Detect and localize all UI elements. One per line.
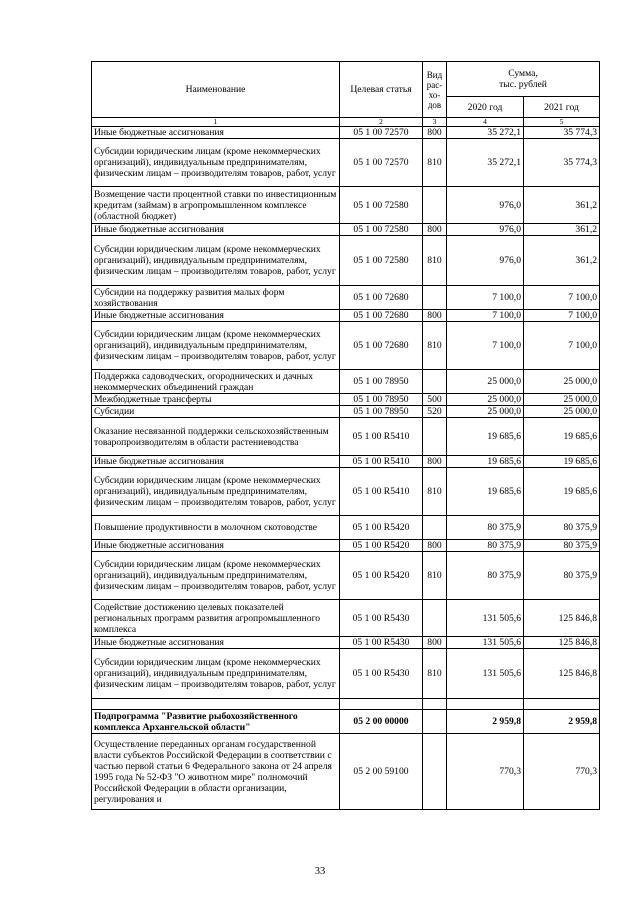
row-target-article: 05 1 00 R5420: [340, 516, 423, 540]
row-target-article: 05 1 00 72570: [340, 139, 423, 187]
row-sum-2020: 35 272,1: [447, 127, 524, 139]
table-row: [92, 322, 600, 370]
row-sum-2021: 19 685,6: [524, 468, 600, 516]
row-sum-2021: 125 846,8: [524, 637, 600, 649]
row-name: Содействие достижению целевых показателей региональных программ развития агропромышленного комплекса: [92, 600, 340, 637]
row-sum-2021: 7 100,0: [524, 322, 600, 370]
row-sum-2021: 80 375,9: [524, 552, 600, 600]
row-expense-type: 800: [423, 637, 447, 649]
row-sum-2021: 35 774,3: [524, 139, 600, 187]
row-name: Иные бюджетные ассигнования: [92, 637, 340, 649]
table-row: [92, 127, 600, 139]
row-sum-2021: 35 774,3: [524, 127, 600, 139]
row-sum-2020: 80 375,9: [447, 516, 524, 540]
column-index: 4: [447, 118, 524, 127]
row-name: Субсидии на поддержку развития малых форм хозяйствования: [92, 286, 340, 310]
row-expense-type: 810: [423, 649, 447, 699]
row-target-article: 05 1 00 72680: [340, 310, 423, 322]
row-sum-2020: 19 685,6: [447, 418, 524, 456]
row-target-article: 05 1 00 R5410: [340, 468, 423, 516]
row-sum-2021: 25 000,0: [524, 370, 600, 394]
row-target-article: 05 2 00 59100: [340, 734, 423, 810]
row-sum-2021: 25 000,0: [524, 406, 600, 418]
row-sum-2020: 80 375,9: [447, 552, 524, 600]
header-expense-type: Вид рас- хо- дов: [423, 62, 447, 118]
row-sum-2021: 7 100,0: [524, 286, 600, 310]
table-body: [92, 127, 600, 810]
row-name: Субсидии юридическим лицам (кроме некоммерческих организаций), индивидуальным предпринимателям, физическим лицам – производителям товаров, работ, услуг: [92, 468, 340, 516]
row-expense-type: 810: [423, 236, 447, 286]
row-sum-2020: 19 685,6: [447, 456, 524, 468]
row-sum-2021: 19 685,6: [524, 418, 600, 456]
row-sum-2020: 770,3: [447, 734, 524, 810]
row-name: Субсидии юридическим лицам (кроме некоммерческих организаций), индивидуальным предпринимателям, физическим лицам – производителям товаров, работ, услуг: [92, 552, 340, 600]
row-expense-type: 800: [423, 540, 447, 552]
row-target-article: 05 1 00 78950: [340, 370, 423, 394]
column-index: 5: [524, 118, 600, 127]
row-expense-type: 500: [423, 394, 447, 406]
table-row: [92, 406, 600, 418]
row-expense-type: [423, 370, 447, 394]
row-sum-2020: 976,0: [447, 187, 524, 224]
row-sum-2021: 770,3: [524, 734, 600, 810]
row-target-article: 05 1 00 R5420: [340, 552, 423, 600]
row-sum-2021: 25 000,0: [524, 394, 600, 406]
row-target-article: 05 1 00 R5430: [340, 637, 423, 649]
row-sum-2020: 25 000,0: [447, 370, 524, 394]
table-row: [92, 552, 600, 600]
row-sum-2020: 131 505,6: [447, 649, 524, 699]
row-sum-2021: 361,2: [524, 236, 600, 286]
table-row: [92, 187, 600, 224]
row-name: Субсидии: [92, 406, 340, 418]
row-target-article: 05 1 00 72580: [340, 187, 423, 224]
table-row: [92, 649, 600, 699]
row-expense-type: [423, 516, 447, 540]
row-name: Иные бюджетные ассигнования: [92, 127, 340, 139]
table-row: [92, 286, 600, 310]
header-year-2021: 2021 год: [524, 97, 600, 118]
budget-table: [91, 61, 600, 810]
row-sum-2021: 7 100,0: [524, 310, 600, 322]
row-sum-2020: 2 959,8: [447, 710, 524, 734]
row-name: Субсидии юридическим лицам (кроме некоммерческих организаций), индивидуальным предпринимателям, физическим лицам – производителям товаров, работ, услуг: [92, 139, 340, 187]
row-target-article: 05 1 00 78950: [340, 394, 423, 406]
header-sum: Сумма, тыс. рублей: [447, 62, 600, 97]
table-row: [92, 600, 600, 637]
row-expense-type: [423, 187, 447, 224]
column-index: 3: [423, 118, 447, 127]
empty-row: [92, 699, 600, 710]
row-target-article: 05 1 00 R5430: [340, 600, 423, 637]
row-target-article: 05 1 00 72570: [340, 127, 423, 139]
row-expense-type: 810: [423, 468, 447, 516]
row-name: Иные бюджетные ассигнования: [92, 310, 340, 322]
row-target-article: 05 1 00 R5410: [340, 418, 423, 456]
row-expense-type: 810: [423, 322, 447, 370]
table-row: [92, 224, 600, 236]
row-name: Осуществление переданных органам государственной власти субъектов Российской Федерации в соответствии с частью первой статьи 6 Федерального закона от 24 апреля 1995 года № 52-ФЗ "О животном мире" полномочий Российской Федерации в области организации, регулирования и: [92, 734, 340, 810]
header-target-article: Целевая статья: [340, 62, 423, 118]
row-expense-type: 800: [423, 127, 447, 139]
table-row: [92, 456, 600, 468]
row-target-article: 05 1 00 72580: [340, 236, 423, 286]
row-name: Субсидии юридическим лицам (кроме некоммерческих организаций), индивидуальным предпринимателям, физическим лицам – производителям товаров, работ, услуг: [92, 649, 340, 699]
row-sum-2021: 80 375,9: [524, 540, 600, 552]
row-name: Поддержка садоводческих, огороднических и дачных некоммерческих объединений граждан: [92, 370, 340, 394]
row-name: Повышение продуктивности в молочном скотоводстве: [92, 516, 340, 540]
row-target-article: 05 1 00 R5430: [340, 649, 423, 699]
row-sum-2020: 976,0: [447, 224, 524, 236]
row-name: Субсидии юридическим лицам (кроме некоммерческих организаций), индивидуальным предпринимателям, физическим лицам – производителям товаров, работ, услуг: [92, 322, 340, 370]
row-sum-2020: 976,0: [447, 236, 524, 286]
row-expense-type: 800: [423, 310, 447, 322]
row-sum-2021: 361,2: [524, 187, 600, 224]
row-name: Подпрограмма "Развитие рыбохозяйственного комплекса Архангельской области": [92, 710, 340, 734]
row-target-article: 05 1 00 R5410: [340, 456, 423, 468]
row-expense-type: [423, 710, 447, 734]
row-sum-2020: 131 505,6: [447, 600, 524, 637]
row-target-article: 05 1 00 72580: [340, 224, 423, 236]
subprogram-row: [92, 710, 600, 734]
row-name: Межбюджетные трансферты: [92, 394, 340, 406]
row-sum-2020: 35 272,1: [447, 139, 524, 187]
row-expense-type: [423, 734, 447, 810]
row-expense-type: [423, 286, 447, 310]
row-name: Возмещение части процентной ставки по инвестиционным кредитам (займам) в агропромышленном комплексе (областной бюджет): [92, 187, 340, 224]
row-sum-2021: 2 959,8: [524, 710, 600, 734]
table-row: [92, 394, 600, 406]
row-sum-2021: 19 685,6: [524, 456, 600, 468]
row-sum-2021: 125 846,8: [524, 649, 600, 699]
row-expense-type: 520: [423, 406, 447, 418]
row-expense-type: 800: [423, 224, 447, 236]
row-sum-2020: 7 100,0: [447, 286, 524, 310]
row-target-article: 05 1 00 R5420: [340, 540, 423, 552]
row-target-article: 05 2 00 00000: [340, 710, 423, 734]
row-target-article: 05 1 00 72680: [340, 322, 423, 370]
row-sum-2021: 125 846,8: [524, 600, 600, 637]
row-name: Иные бюджетные ассигнования: [92, 224, 340, 236]
column-index: 2: [340, 118, 423, 127]
row-expense-type: 800: [423, 456, 447, 468]
header-year-2020: 2020 год: [447, 97, 524, 118]
row-name: Оказание несвязанной поддержки сельскохозяйственным товаропроизводителям в области растениеводства: [92, 418, 340, 456]
header-name: Наименование: [92, 62, 340, 118]
row-sum-2021: 361,2: [524, 224, 600, 236]
table-row: [92, 370, 600, 394]
table-row: [92, 310, 600, 322]
row-name: Иные бюджетные ассигнования: [92, 456, 340, 468]
row-sum-2020: 131 505,6: [447, 637, 524, 649]
table-row: [92, 468, 600, 516]
table-row: [92, 236, 600, 286]
row-expense-type: [423, 418, 447, 456]
table-row: [92, 418, 600, 456]
table-row: [92, 139, 600, 187]
row-sum-2020: 19 685,6: [447, 468, 524, 516]
table-row: [92, 540, 600, 552]
row-sum-2020: 25 000,0: [447, 394, 524, 406]
table-row: [92, 734, 600, 810]
row-expense-type: [423, 600, 447, 637]
column-index: 1: [92, 118, 340, 127]
row-target-article: 05 1 00 78950: [340, 406, 423, 418]
row-expense-type: 810: [423, 139, 447, 187]
column-index-row: [92, 118, 600, 127]
row-sum-2020: 7 100,0: [447, 310, 524, 322]
page-number: 33: [314, 866, 326, 877]
row-target-article: 05 1 00 72680: [340, 286, 423, 310]
row-name: Иные бюджетные ассигнования: [92, 540, 340, 552]
row-sum-2020: 7 100,0: [447, 322, 524, 370]
row-sum-2020: 80 375,9: [447, 540, 524, 552]
row-sum-2021: 80 375,9: [524, 516, 600, 540]
row-name: Субсидии юридическим лицам (кроме некоммерческих организаций), индивидуальным предпринимателям, физическим лицам – производителям товаров, работ, услуг: [92, 236, 340, 286]
row-expense-type: 810: [423, 552, 447, 600]
row-sum-2020: 25 000,0: [447, 406, 524, 418]
table-row: [92, 637, 600, 649]
table-row: [92, 516, 600, 540]
